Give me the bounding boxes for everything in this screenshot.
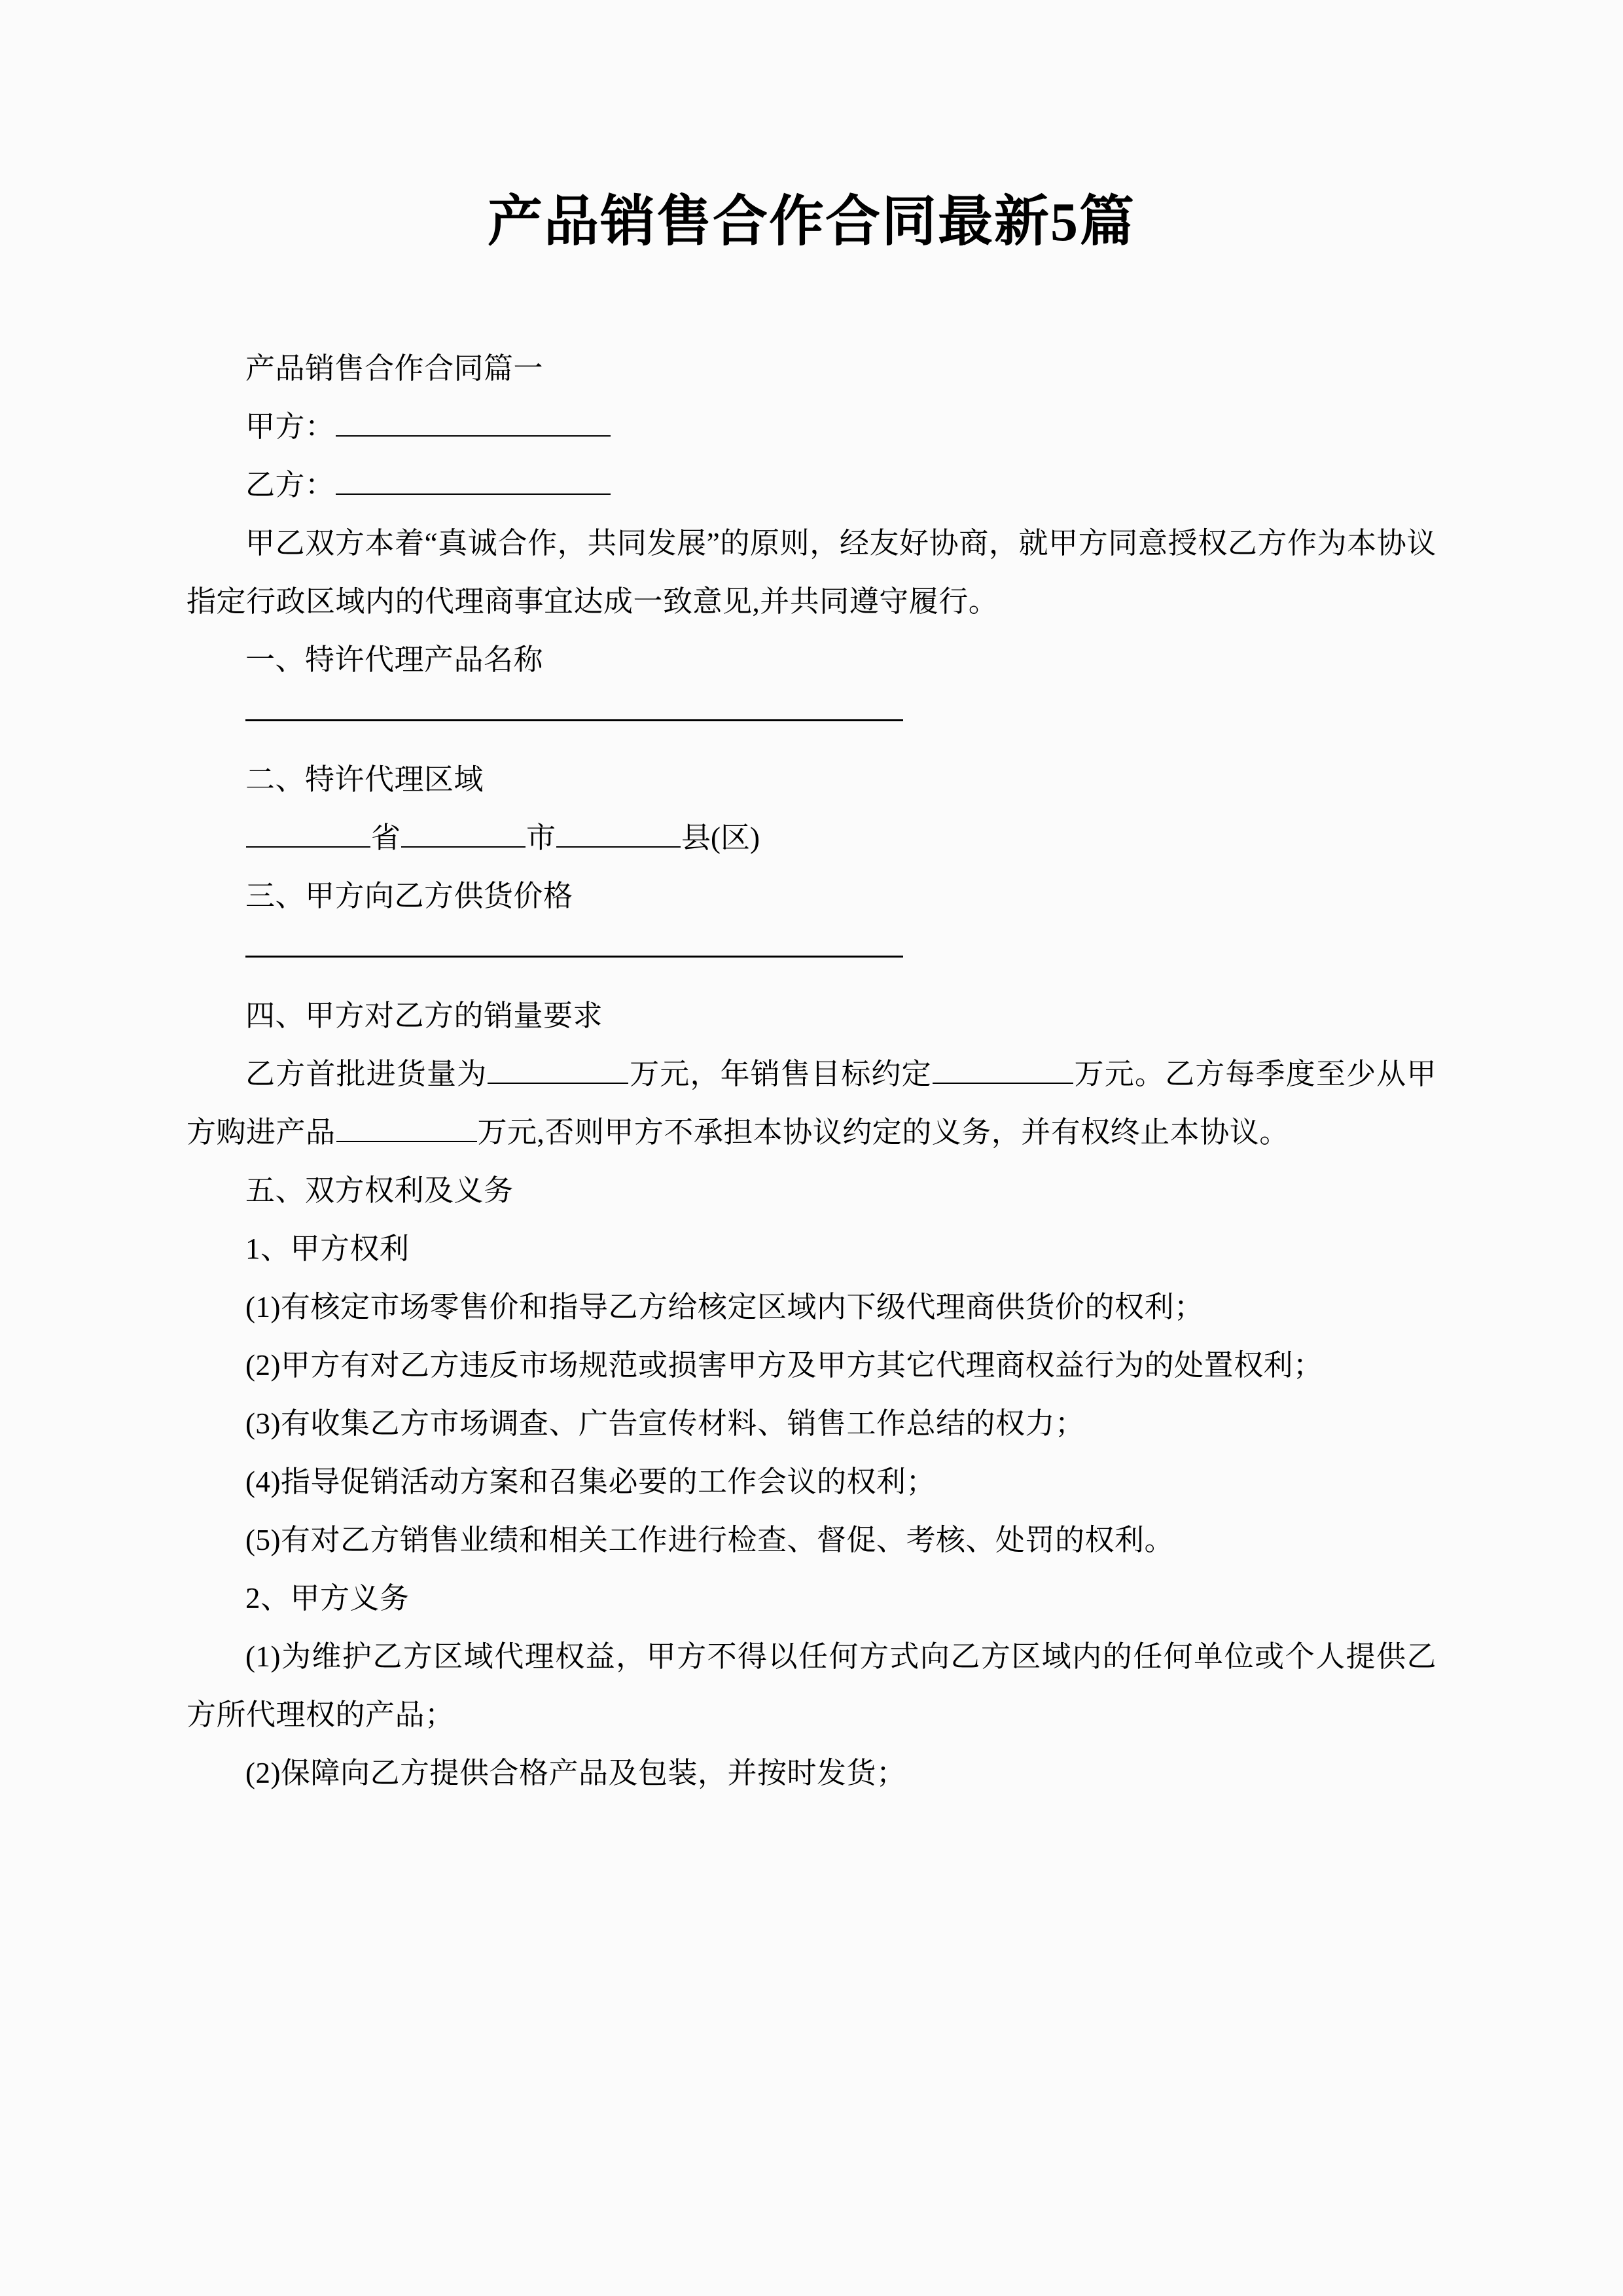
province-blank[interactable] (246, 820, 370, 848)
list-item: (1)为维护乙方区域代理权益，甲方不得以任何方式向乙方区域内的任何单位或个人提供乙方所代理权的产品； (187, 1640, 1436, 1731)
region-line (187, 809, 1436, 867)
quarterly-amount-blank[interactable] (336, 1112, 477, 1142)
city-label: 市 (526, 821, 556, 854)
section-heading-part-one: 产品销售合作合同篇一 (245, 351, 544, 385)
list-item: (2)保障向乙方提供合格产品及包装，并按时发货； (245, 1756, 906, 1789)
heading-four: 四、甲方对乙方的销量要求 (245, 999, 603, 1032)
heading-five: 五、双方权利及义务 (245, 1174, 514, 1207)
list-item: (2)甲方有对乙方违反市场规范或损害甲方及甲方其它代理商权益行为的处置权利； (245, 1348, 1323, 1382)
county-blank[interactable] (556, 820, 681, 848)
party-b-line (187, 456, 1436, 514)
list-item: (5)有对乙方销售业绩和相关工作进行检查、督促、考核、处罚的权利。 (245, 1523, 1174, 1556)
heading-one: 一、特许代理产品名称 (245, 643, 544, 676)
sales-target-paragraph (187, 1045, 1436, 1162)
page-title: 产品销售合作合同最新5篇 (487, 192, 1135, 253)
product-name-blank-rule[interactable] (245, 719, 903, 721)
party-a-blank[interactable] (336, 406, 611, 437)
list-item: (1)有核定市场零售价和指导乙方给核定区域内下级代理商供货价的权利； (245, 1290, 1204, 1323)
party-b-label: 乙方： (245, 468, 335, 501)
province-label: 省 (371, 821, 401, 854)
heading-three: 三、甲方向乙方供货价格 (245, 879, 573, 912)
heading-two: 二、特许代理区域 (245, 762, 484, 796)
sales-seg-3: 万元。乙方每季度至少从甲方购进产品 (187, 1057, 1436, 1149)
city-blank[interactable] (401, 820, 526, 848)
county-label: 县(区) (681, 821, 760, 854)
sales-seg-2: 万元，年销售目标约定 (629, 1057, 932, 1090)
supply-price-blank-rule[interactable] (245, 956, 903, 958)
sales-seg-4: 万元,否则甲方不承担本协议约定的义务，并有权终止本协议。 (477, 1115, 1289, 1149)
document-content (187, 0, 1436, 1803)
subsection-party-a-duties-title: 2、甲方义务 (245, 1581, 410, 1615)
first-order-amount-blank[interactable] (488, 1054, 628, 1084)
party-a-line (187, 398, 1436, 456)
list-item: (3)有收集乙方市场调查、广告宣传材料、销售工作总结的权力； (245, 1407, 1085, 1440)
party-b-blank[interactable] (336, 465, 611, 495)
document-body (187, 340, 1436, 1803)
sales-seg-1: 乙方首批进货量为 (245, 1057, 488, 1090)
intro-paragraph: 甲乙双方本着“真诚合作，共同发展”的原则，经友好协商，就甲方同意授权乙方作为本协议指定行政区域内的代理商事宜达成一致意见,并共同遵守履行。 (187, 526, 1436, 618)
annual-target-blank[interactable] (933, 1054, 1073, 1084)
list-item: (4)指导促销活动方案和召集必要的工作会议的权利； (245, 1465, 936, 1498)
party-a-label: 甲方： (245, 410, 335, 443)
subsection-party-a-rights-title: 1、甲方权利 (245, 1232, 410, 1265)
